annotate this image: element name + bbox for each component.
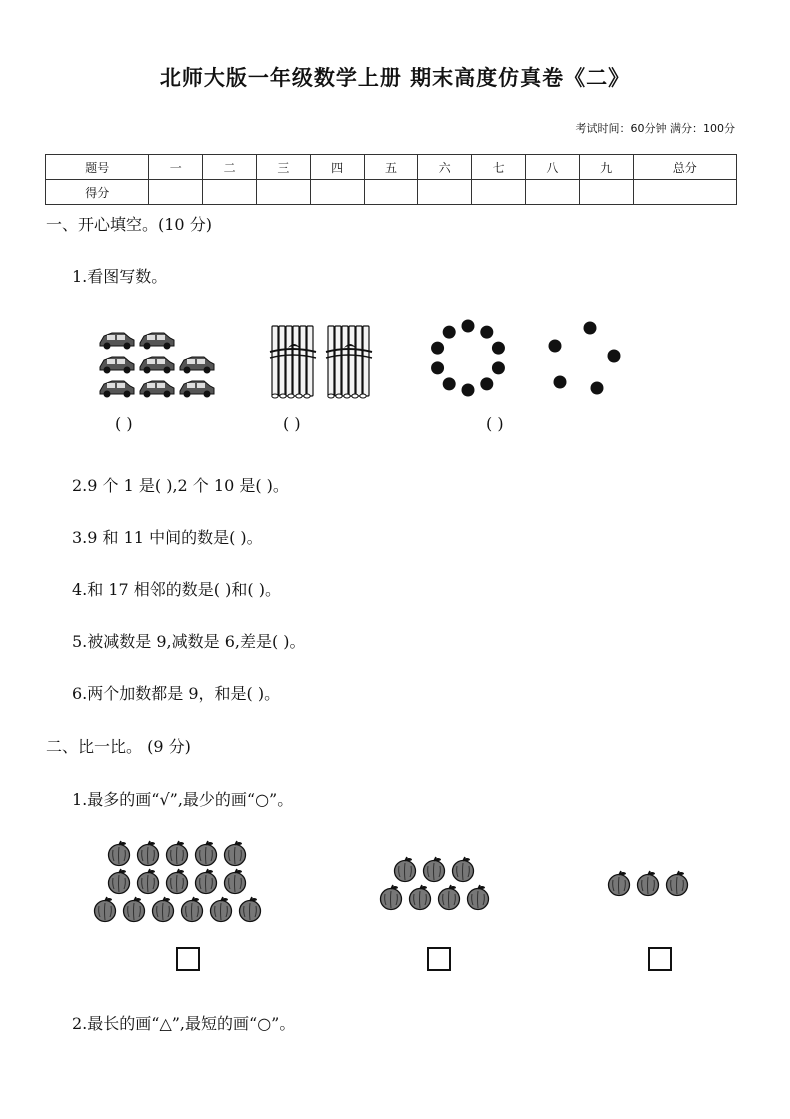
car-icon — [100, 357, 134, 374]
apple-icon — [138, 841, 159, 866]
dot-icon — [549, 340, 562, 353]
score-table-header: 一 — [149, 155, 203, 180]
answer-blank-bundles[interactable]: ( ) — [283, 414, 301, 433]
dot-icon — [554, 376, 567, 389]
answer-blank-cars[interactable]: ( ) — [115, 414, 133, 433]
question-1-5: 5.被减数是 9,减数是 6,差是( )。 — [72, 632, 306, 651]
apple-icon — [667, 871, 688, 896]
apple-icon — [240, 897, 261, 922]
score-table-header: 四 — [310, 155, 364, 180]
loose-dots-picture — [540, 318, 630, 402]
apple-icon — [424, 857, 445, 882]
question-1-4: 4.和 17 相邻的数是( )和( )。 — [72, 580, 281, 599]
apple-icon — [410, 885, 431, 910]
section-1-heading: 一、开心填空。(10 分) — [46, 215, 212, 234]
apple-icon — [395, 857, 416, 882]
apple-icon — [211, 897, 232, 922]
apple-icon — [109, 869, 130, 894]
answer-box-apples-c[interactable] — [648, 947, 672, 971]
stick-bundle-icon — [270, 326, 316, 398]
dot-ring-picture — [426, 318, 510, 402]
dot-icon — [492, 342, 505, 355]
score-table-header: 六 — [418, 155, 472, 180]
car-icon — [100, 381, 134, 398]
score-cell[interactable] — [579, 180, 633, 205]
score-cell[interactable] — [203, 180, 257, 205]
car-icon — [140, 381, 174, 398]
score-row-label: 得分 — [46, 180, 149, 205]
apple-icon — [439, 885, 460, 910]
dot-icon — [431, 361, 444, 374]
question-1-2: 2.9 个 1 是( ),2 个 10 是( )。 — [72, 476, 289, 495]
apple-icon — [124, 897, 145, 922]
question-2-2: 2.最长的画“△”,最短的画“○”。 — [72, 1014, 296, 1033]
score-cell[interactable] — [364, 180, 418, 205]
score-table-score-row — [46, 180, 737, 205]
apple-icon — [638, 871, 659, 896]
apple-icon — [468, 885, 489, 910]
score-table — [45, 154, 737, 205]
dot-icon — [462, 320, 475, 333]
score-table-header: 五 — [364, 155, 418, 180]
car-icon — [140, 333, 174, 350]
page-title: 北师大版一年级数学上册 期末高度仿真卷《二》 — [159, 66, 631, 90]
score-table-header: 二 — [203, 155, 257, 180]
answer-box-apples-b[interactable] — [427, 947, 451, 971]
score-cell[interactable] — [525, 180, 579, 205]
score-cell[interactable] — [256, 180, 310, 205]
dot-icon — [480, 326, 493, 339]
apple-icon — [182, 897, 203, 922]
score-cell[interactable] — [310, 180, 364, 205]
car-icon — [140, 357, 174, 374]
apple-icon — [381, 885, 402, 910]
car-icon — [180, 381, 214, 398]
apple-icon — [225, 841, 246, 866]
score-cell[interactable] — [149, 180, 203, 205]
dot-icon — [462, 384, 475, 397]
apples-group-a — [94, 840, 274, 928]
score-table-header: 八 — [525, 155, 579, 180]
apple-icon — [196, 841, 217, 866]
dot-icon — [431, 342, 444, 355]
apple-icon — [109, 841, 130, 866]
question-1-1: 1.看图写数。 — [72, 267, 168, 286]
apple-icon — [609, 871, 630, 896]
dot-icon — [480, 377, 493, 390]
question-1-6: 6.两个加数都是 9，和是( )。 — [72, 684, 281, 703]
apple-icon — [167, 841, 188, 866]
answer-box-apples-a[interactable] — [176, 947, 200, 971]
score-table-header: 题号 — [46, 155, 149, 180]
exam-info: 考试时间：60分钟 满分：100分 — [575, 122, 735, 135]
score-table-header: 九 — [579, 155, 633, 180]
car-icon — [100, 333, 134, 350]
dot-icon — [443, 377, 456, 390]
apple-icon — [196, 869, 217, 894]
apple-icon — [138, 869, 159, 894]
question-1-3: 3.9 和 11 中间的数是( )。 — [72, 528, 263, 547]
section-2-heading: 二、比一比。 (9 分) — [46, 737, 191, 756]
apple-icon — [225, 869, 246, 894]
score-table-header: 三 — [256, 155, 310, 180]
stick-bundles-picture — [266, 318, 386, 402]
stick-bundle-icon — [326, 326, 372, 398]
answer-blank-dots[interactable]: ( ) — [486, 414, 504, 433]
score-table-header-row — [46, 155, 737, 180]
cars-picture — [92, 326, 222, 402]
apple-icon — [167, 869, 188, 894]
score-table-header: 七 — [472, 155, 526, 180]
dot-icon — [492, 361, 505, 374]
score-table-header: 总分 — [633, 155, 736, 180]
question-2-1: 1.最多的画“√”,最少的画“○”。 — [72, 790, 294, 809]
score-cell[interactable] — [633, 180, 736, 205]
apple-icon — [153, 897, 174, 922]
apple-icon — [453, 857, 474, 882]
apple-icon — [95, 897, 116, 922]
apples-group-b — [378, 856, 498, 914]
score-cell[interactable] — [418, 180, 472, 205]
dot-icon — [591, 382, 604, 395]
dot-icon — [608, 350, 621, 363]
score-cell[interactable] — [472, 180, 526, 205]
dot-icon — [443, 326, 456, 339]
apples-group-c — [606, 870, 696, 900]
car-icon — [180, 357, 214, 374]
dot-icon — [584, 322, 597, 335]
